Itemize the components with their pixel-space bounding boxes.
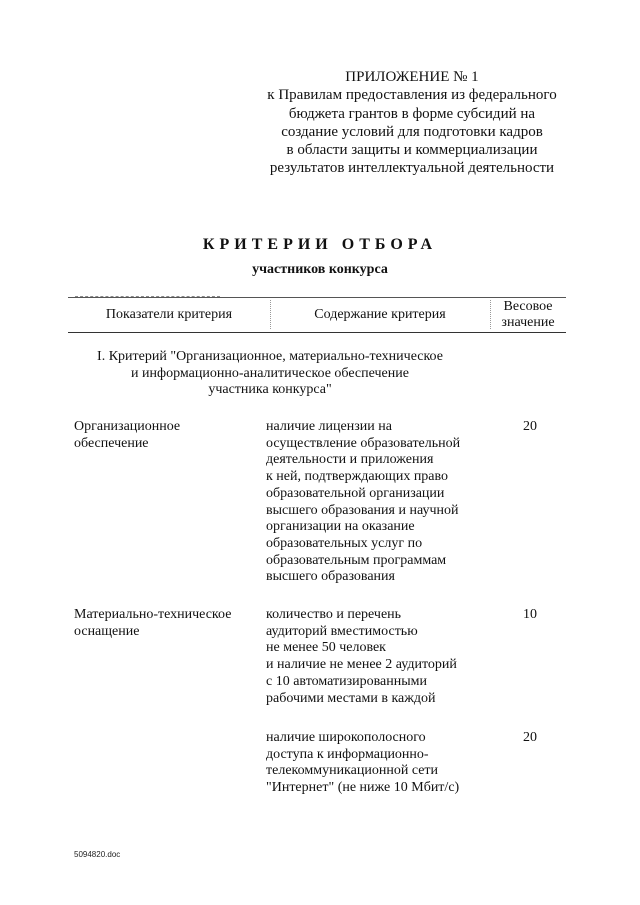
criterion-weight: 10 bbox=[523, 607, 537, 622]
criterion-content-line: образовательных услуг по bbox=[266, 535, 423, 551]
criterion-content-line: и наличие не менее 2 аудиторий bbox=[266, 657, 457, 673]
section-line: участника конкурса" bbox=[208, 382, 332, 398]
footer-filename: 5094820.doc bbox=[74, 850, 121, 859]
criterion-weight: 20 bbox=[523, 730, 537, 745]
criterion-content-line: к ней, подтверждающих право bbox=[266, 469, 449, 485]
criterion-content-line: организации на оказание bbox=[266, 519, 415, 535]
criterion-content-line: высшего образования bbox=[266, 569, 395, 585]
criterion-content-line: не менее 50 человек bbox=[266, 640, 386, 656]
header-weight-line: Весовое bbox=[503, 299, 553, 314]
appendix-line: результатов интеллектуальной деятельности bbox=[269, 160, 555, 177]
criterion-content-line: образовательным программам bbox=[266, 552, 447, 568]
appendix-line: к Правилам предоставления из федерального bbox=[267, 87, 557, 104]
criterion-content-line: осуществление образовательной bbox=[266, 435, 461, 451]
criterion-content bbox=[266, 607, 506, 707]
criterion-content-line: доступа к информационно- bbox=[266, 746, 429, 762]
criterion-label-line: Материально-техническое bbox=[74, 607, 232, 622]
table-top-rule bbox=[68, 297, 566, 298]
section-heading bbox=[60, 349, 480, 399]
table-header-rule bbox=[68, 332, 566, 333]
appendix-line: в области защиты и коммерциализации bbox=[286, 142, 538, 159]
criterion-content-line: "Интернет" (не ниже 10 Мбит/с) bbox=[266, 780, 460, 796]
criterion-label-line: Организационное bbox=[74, 419, 181, 434]
appendix-line: бюджета грантов в форме субсидий на bbox=[288, 105, 536, 122]
criterion-content-line: деятельности и приложения bbox=[266, 452, 434, 468]
criterion-content-line: наличие лицензии на bbox=[266, 419, 392, 434]
header-content: Содержание критерия bbox=[314, 307, 446, 322]
criterion-content-line: рабочими местами в каждой bbox=[266, 690, 436, 706]
header-weight-line: значение bbox=[501, 315, 555, 330]
appendix-line: создание условий для подготовки кадров bbox=[281, 123, 543, 140]
appendix-title: ПРИЛОЖЕНИЕ № 1 bbox=[345, 69, 479, 85]
criterion-label bbox=[74, 419, 264, 452]
criterion-content bbox=[266, 730, 506, 797]
criterion-content-line: телекоммуникационной сети bbox=[266, 763, 439, 779]
section-line: I. Критерий "Организационное, материально-техническое bbox=[97, 349, 443, 364]
criterion-content-line: количество и перечень bbox=[266, 607, 402, 622]
criterion-content-line: с 10 автоматизированными bbox=[266, 673, 427, 689]
document-subtitle: участников конкурса bbox=[252, 262, 388, 277]
appendix-block bbox=[262, 68, 562, 178]
criterion-content-line: аудиторий вместимостью bbox=[266, 623, 418, 639]
header-weight bbox=[490, 299, 566, 331]
criterion-label-line: обеспечение bbox=[74, 435, 149, 451]
criterion-weight: 20 bbox=[523, 419, 537, 434]
section-line: и информационно-аналитическое обеспечение bbox=[131, 365, 409, 381]
criterion-label-line: оснащение bbox=[74, 623, 140, 639]
criterion-content-line: высшего образования и научной bbox=[266, 502, 459, 518]
criterion-content-line: наличие широкополосного bbox=[266, 730, 426, 745]
document-title: КРИТЕРИИ ОТБОРА bbox=[202, 236, 438, 253]
criterion-content bbox=[266, 419, 506, 586]
criterion-content-line: образовательной организации bbox=[266, 485, 445, 501]
criterion-label bbox=[74, 607, 264, 640]
header-indicator: Показатели критерия bbox=[105, 307, 233, 322]
